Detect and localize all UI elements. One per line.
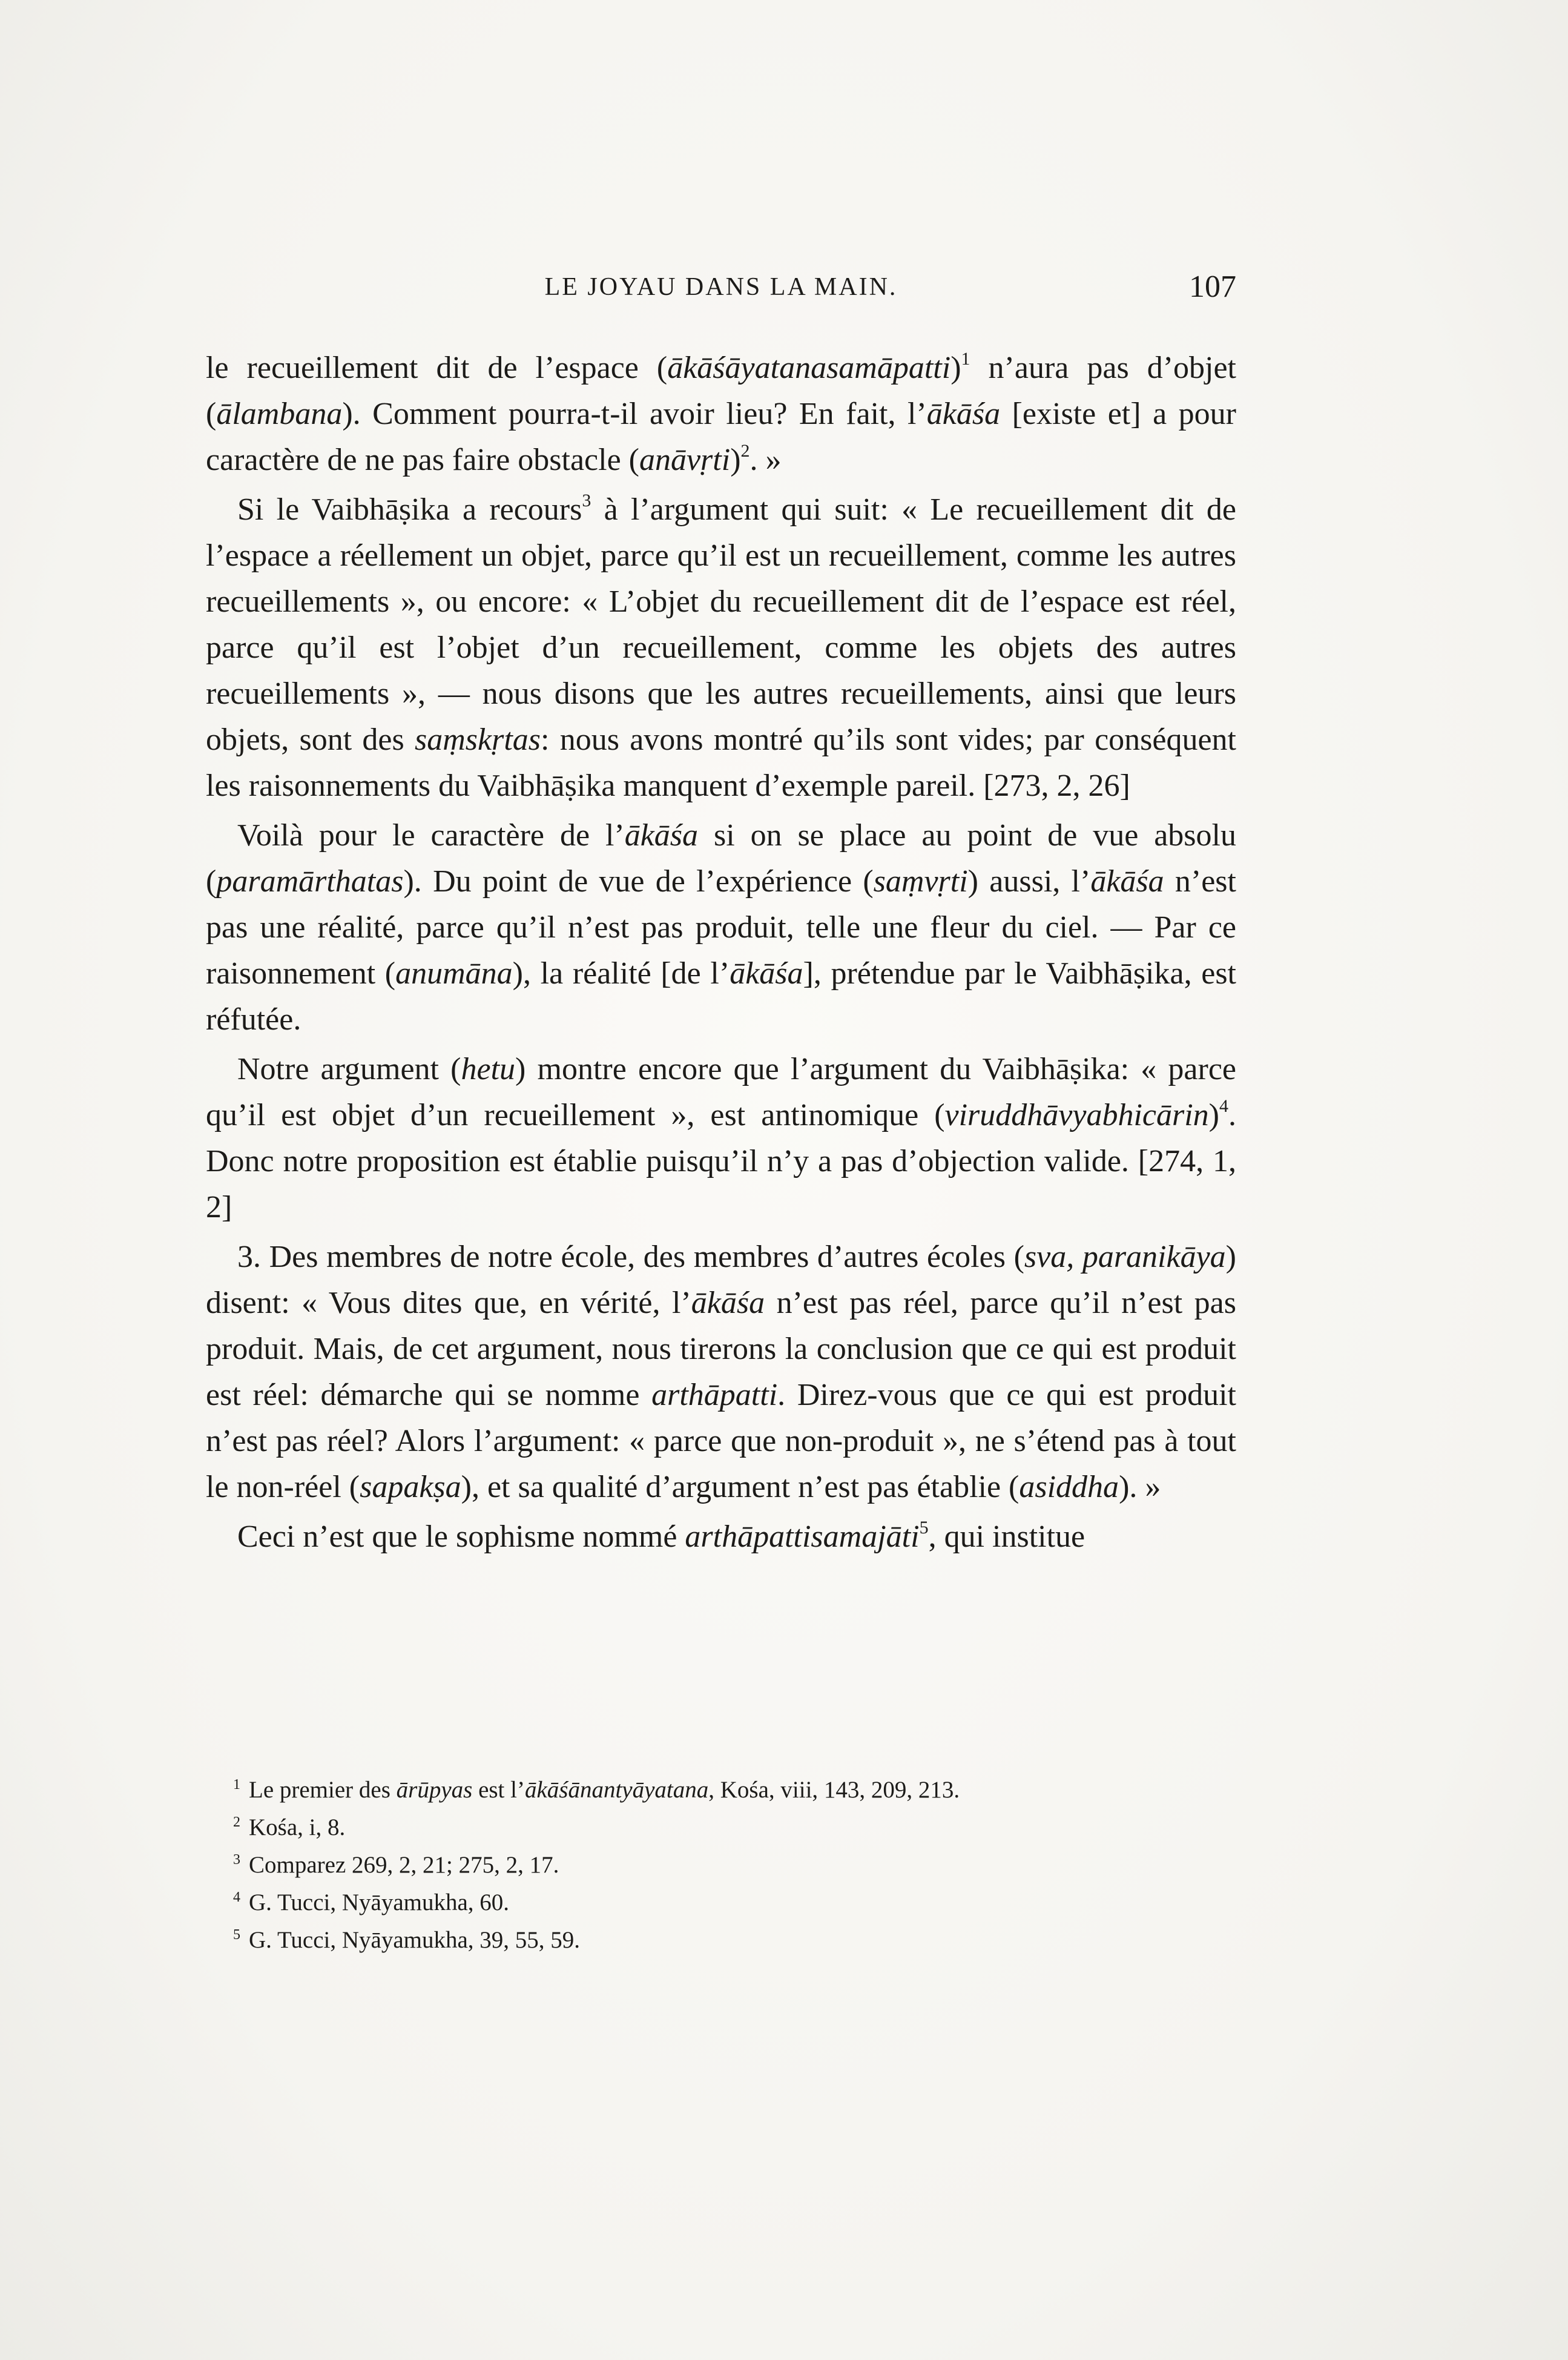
italic-term: paramārthatas <box>216 864 404 899</box>
text-run: . » <box>749 443 782 477</box>
italic-term: arthāpattisamajāti <box>685 1519 920 1554</box>
italic-term: sva, paranikāya <box>1024 1240 1226 1274</box>
footnote-ref: 2 <box>740 441 750 461</box>
text-run: , qui institue <box>928 1519 1085 1554</box>
paragraph <box>206 345 1236 483</box>
footnote <box>233 1809 1236 1846</box>
italic-term: viruddhāvyabhicārin <box>944 1098 1209 1132</box>
italic-term: ākāśa <box>1090 864 1164 899</box>
footnote-ref: 1 <box>961 349 970 369</box>
footnote <box>233 1771 1236 1809</box>
italic-term: anumāna <box>395 956 513 991</box>
italic-term: hetu <box>461 1052 516 1086</box>
italic-term: ākāśa <box>624 818 699 853</box>
italic-term: ārūpyas <box>396 1777 473 1803</box>
text-run: . Donc notre proposition est établie puisqu’il n’y a pas d’objection valide. [274, 1, 2] <box>206 1098 1236 1225</box>
text-run: ). Comment pourra-t-il avoir lieu? En fait, l’ <box>342 397 927 431</box>
text-run: ) montre encore que l’argument du Vaibhāṣika: « parce qu’il est objet d’un recueillement », est antinomique ( <box>206 1052 1236 1132</box>
text-run: le recueillement dit de l’espace ( <box>206 351 668 385</box>
footnote-number: 3 <box>233 1852 240 1868</box>
text-run: à l’argument qui suit: « Le recueillement dit de l’espace a réellement un objet, parce qu’il est un recueillement, comme les autres recueillements », ou encore: « L’objet du recueillement dit de l’espace est réel, parce qu’il est l’objet d’un recueillement, comme les objets des autres recueillements », — nous disons que les autres recueillements, ainsi que leurs objets, sont des <box>206 492 1236 757</box>
italic-term: ākāśa <box>691 1286 765 1320</box>
text-run: ) <box>1208 1098 1219 1132</box>
text-run: n’est pas une réalité, parce qu’il n’est pas produit, telle une fleur du ciel. — Par ce raisonnement ( <box>206 864 1236 991</box>
text-run: Ceci n’est que le sophisme nommé <box>237 1519 685 1554</box>
footnote <box>233 1922 1236 1959</box>
text-run: n’est pas réel, parce qu’il n’est pas produit. Mais, de cet argument, nous tirerons la conclusion que ce qui est produit est réel: démarche qui se nomme <box>206 1286 1237 1412</box>
footnote-ref: 5 <box>919 1518 929 1538</box>
footnote <box>233 1884 1236 1922</box>
page-header <box>206 269 1236 321</box>
body-text <box>206 345 1236 1560</box>
paragraph <box>206 1046 1236 1231</box>
text-run: 3. Des membres de notre école, des membres d’autres écoles ( <box>237 1240 1024 1274</box>
text-run: ) disent: « Vous dites que, en vérité, l’ <box>206 1240 1236 1320</box>
text-run: ). » <box>1119 1470 1161 1504</box>
text-run: Le premier des <box>249 1777 397 1803</box>
footnote-number: 2 <box>233 1814 240 1830</box>
text-run: ) <box>950 351 961 385</box>
text-run: Si le Vaibhāṣika a recours <box>237 492 582 527</box>
italic-term: anāvṛti <box>639 443 731 477</box>
italic-term: saṃvṛti <box>873 864 968 899</box>
text-run: ), la réalité [de l’ <box>512 956 730 991</box>
text-run: G. Tucci, Nyāyamukha, 39, 55, 59. <box>249 1927 581 1953</box>
running-title: LE JOYAU DANS LA MAIN. <box>544 273 898 301</box>
italic-term: ālambana <box>216 397 343 431</box>
footnote-number: 4 <box>233 1889 240 1905</box>
text-run: n’aura pas d’objet ( <box>206 351 1237 431</box>
footnote-number: 5 <box>233 1927 240 1943</box>
italic-term: ākāśa <box>926 397 1001 431</box>
text-run: ). Du point de vue de l’expérience ( <box>403 864 874 899</box>
text-run: ) aussi, l’ <box>967 864 1091 899</box>
footnote-number: 1 <box>233 1777 240 1793</box>
italic-term: ākāśānantyāyatana <box>524 1777 709 1803</box>
italic-term: arthāpatti <box>651 1378 778 1412</box>
footnote-ref: 3 <box>582 491 591 511</box>
paragraph <box>206 813 1236 1043</box>
italic-term: sapakṣa <box>360 1470 461 1504</box>
text-run: Comparez 269, 2, 21; 275, 2, 17. <box>249 1852 559 1878</box>
footnote <box>233 1846 1236 1884</box>
italic-term: ākāśa <box>730 956 803 991</box>
text-run: ) <box>730 443 741 477</box>
text-run: ], prétendue par le Vaibhāṣika, est réfutée. <box>206 956 1237 1037</box>
footnotes <box>233 1771 1236 1959</box>
text-run: G. Tucci, Nyāyamukha, 60. <box>249 1889 510 1915</box>
page-number: 107 <box>1189 269 1236 304</box>
footnote-ref: 4 <box>1219 1096 1228 1116</box>
italic-term: asiddha <box>1019 1470 1119 1504</box>
italic-term: saṃskṛtas <box>414 722 541 757</box>
text-run: Notre argument ( <box>237 1052 461 1086</box>
paragraph <box>206 1234 1236 1510</box>
paragraph <box>206 1514 1236 1560</box>
text-run: . Direz-vous que ce qui est produit n’est pas réel? Alors l’argument: « parce que non-produit », ne s’étend pas à tout le non-réel ( <box>206 1378 1236 1504</box>
text-run: , Kośa, viii, 143, 209, 213. <box>708 1777 960 1803</box>
italic-term: ākāśāyatanasamāpatti <box>667 351 951 385</box>
text-run: est l’ <box>472 1777 525 1803</box>
text-run: ), et sa qualité d’argument n’est pas établie ( <box>461 1470 1020 1504</box>
text-run: [existe et] a pour caractère de ne pas faire obstacle ( <box>206 397 1236 477</box>
text-run: Kośa, i, 8. <box>249 1814 346 1840</box>
paragraph <box>206 487 1236 809</box>
text-run: : nous avons montré qu’ils sont vides; par conséquent les raisonnements du Vaibhāṣika manquent d’exemple pareil. [273, 2, 26] <box>206 722 1237 803</box>
text-run: Voilà pour le caractère de l’ <box>237 818 625 853</box>
text-run: si on se place au point de vue absolu ( <box>206 818 1236 899</box>
